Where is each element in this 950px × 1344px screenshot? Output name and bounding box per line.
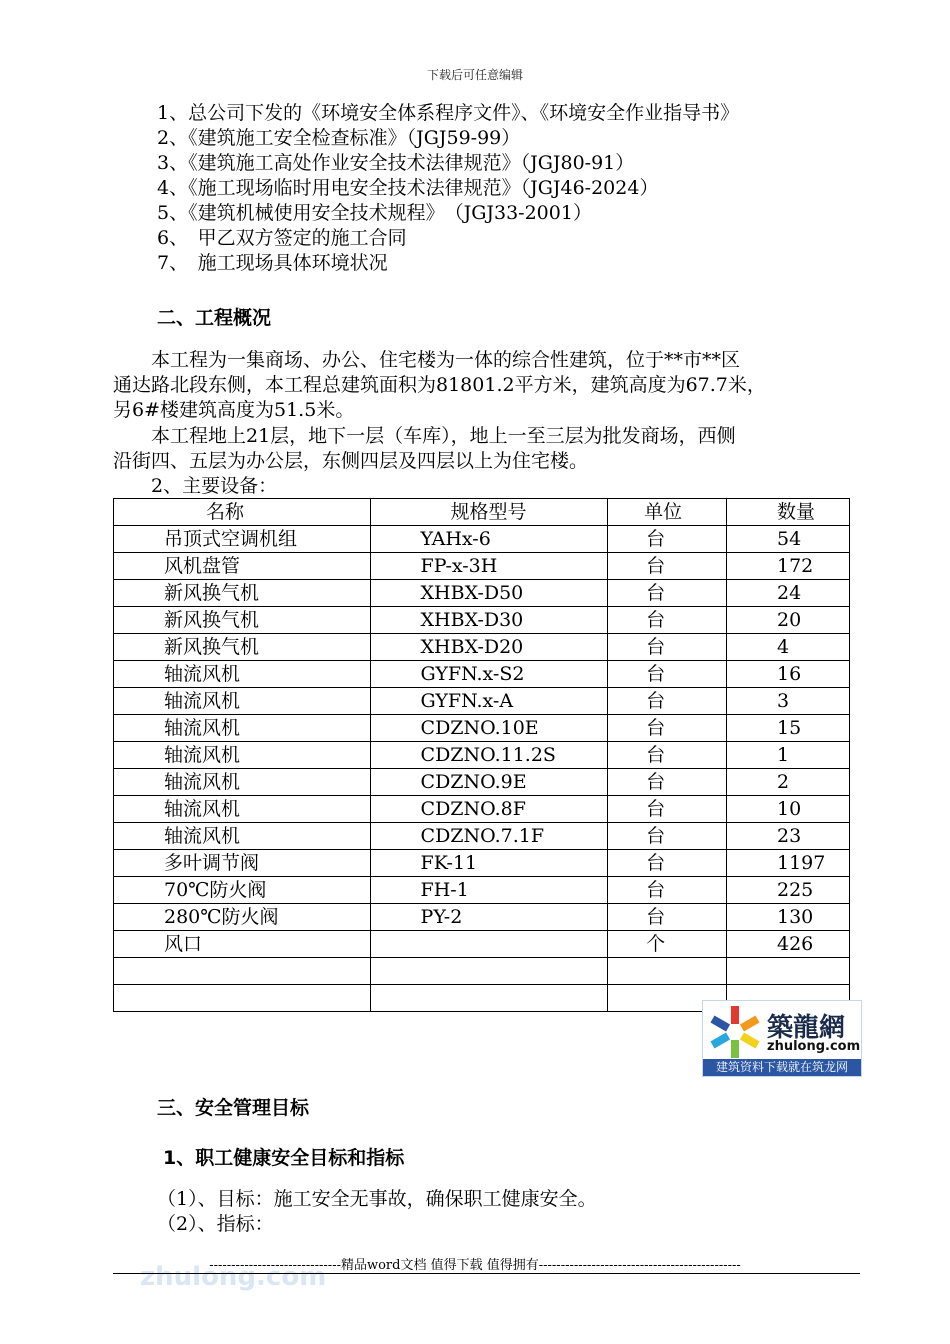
footer-text: ------------------------------精品word文档 值得下载 值得拥有---------------------------------------------- xyxy=(209,1258,741,1273)
cell-unit: 台 xyxy=(608,742,727,769)
logo-name: 築龍網 xyxy=(767,1013,846,1043)
cell-name: 风机盘管 xyxy=(114,553,371,580)
header-name: 名称 xyxy=(114,499,371,526)
table-row xyxy=(114,769,850,796)
cell-name: 280℃防火阀 xyxy=(114,904,371,931)
cell-quantity: 15 xyxy=(726,715,849,742)
cell-model: YAHx-6 xyxy=(370,526,608,553)
table-row xyxy=(114,877,850,904)
cell-model: GYFN.x-A xyxy=(370,688,608,715)
cell-model: GYFN.x-S2 xyxy=(370,661,608,688)
cell-model: CDZNO.10E xyxy=(370,715,608,742)
cell-name: 轴流风机 xyxy=(114,796,371,823)
header-quantity: 数量 xyxy=(726,499,849,526)
cell-name: 轴流风机 xyxy=(114,715,371,742)
cell-unit: 台 xyxy=(608,526,727,553)
cell-unit: 台 xyxy=(608,607,727,634)
table-header-row xyxy=(114,499,850,526)
cell-unit: 台 xyxy=(608,904,727,931)
basis-item: 3、《建筑施工高处作业安全技术法律规范》（JGJ80-91） xyxy=(157,152,635,174)
basis-item: 5、《建筑机械使用安全技术规程》 （JGJ33-2001） xyxy=(157,202,592,224)
cell-unit: 台 xyxy=(608,634,727,661)
table-row xyxy=(114,850,850,877)
cell-quantity xyxy=(726,958,849,985)
cell-unit: 台 xyxy=(608,850,727,877)
cell-name: 轴流风机 xyxy=(114,742,371,769)
cell-name xyxy=(114,958,371,985)
basis-item: 4、《施工现场临时用电安全技术法律规范》（JGJ46-2024） xyxy=(157,177,659,199)
cell-name: 多叶调节阀 xyxy=(114,850,371,877)
cell-model: CDZNO.7.1F xyxy=(370,823,608,850)
overview-line: 本工程为一集商场、办公、住宅楼为一体的综合性建筑，位于**市**区 xyxy=(113,349,741,371)
table-row xyxy=(114,688,850,715)
cell-model: CDZNO.9E xyxy=(370,769,608,796)
cell-quantity: 16 xyxy=(726,661,849,688)
footer-rule xyxy=(113,1273,860,1274)
cell-name: 新风换气机 xyxy=(114,634,371,661)
zhulong-logo xyxy=(702,1000,862,1077)
table-row xyxy=(114,661,850,688)
table-row xyxy=(114,904,850,931)
cell-model: XHBX-D30 xyxy=(370,607,608,634)
cell-unit: 台 xyxy=(608,769,727,796)
cell-unit: 台 xyxy=(608,580,727,607)
table-row xyxy=(114,796,850,823)
table-row xyxy=(114,742,850,769)
header-model: 规格型号 xyxy=(370,499,608,526)
table-row xyxy=(114,580,850,607)
cell-unit: 台 xyxy=(608,553,727,580)
cell-unit xyxy=(608,958,727,985)
target-line: （1）、目标：施工安全无事故，确保职工健康安全。 xyxy=(157,1188,597,1210)
cell-name: 轴流风机 xyxy=(114,769,371,796)
cell-unit: 台 xyxy=(608,661,727,688)
overview-line: 2、主要设备： xyxy=(113,475,278,497)
table-row xyxy=(114,715,850,742)
logo-banner: 建筑资料下载就在筑龙网 xyxy=(703,1059,861,1076)
cell-quantity: 225 xyxy=(726,877,849,904)
cell-model: CDZNO.11.2S xyxy=(370,742,608,769)
cell-quantity: 426 xyxy=(726,931,849,958)
cell-name: 风口 xyxy=(114,931,371,958)
cell-quantity: 20 xyxy=(726,607,849,634)
overview-line: 本工程地上21层，地下一层（车库），地上一至三层为批发商场，西侧 xyxy=(113,425,736,447)
cell-name: 吊顶式空调机组 xyxy=(114,526,371,553)
target-line: （2）、指标： xyxy=(157,1213,274,1235)
watermark: zhulong.com xyxy=(140,1262,327,1292)
cell-model: XHBX-D50 xyxy=(370,580,608,607)
header-note: 下载后可任意编辑 xyxy=(426,68,523,82)
basis-item: 1、总公司下发的《环境安全体系程序文件》、《环境安全作业指导书》 xyxy=(157,102,740,124)
cell-quantity: 54 xyxy=(726,526,849,553)
cell-model: CDZNO.8F xyxy=(370,796,608,823)
cell-quantity: 4 xyxy=(726,634,849,661)
cell-unit: 台 xyxy=(608,715,727,742)
cell-name: 新风换气机 xyxy=(114,607,371,634)
cell-quantity: 172 xyxy=(726,553,849,580)
snowflake-icon xyxy=(705,1003,765,1061)
overview-line: 通达路北段东侧，本工程总建筑面积为81801.2平方米，建筑高度为67.7米， xyxy=(113,374,766,396)
section-heading: 三、安全管理目标 xyxy=(157,1097,310,1119)
cell-model: PY-2 xyxy=(370,904,608,931)
cell-unit: 台 xyxy=(608,796,727,823)
cell-model xyxy=(370,985,608,1012)
cell-name xyxy=(114,985,371,1012)
equipment-table xyxy=(113,498,850,1012)
table-row xyxy=(114,553,850,580)
basis-item: 2、《建筑施工安全检查标准》（JGJ59-99） xyxy=(157,127,521,149)
cell-name: 轴流风机 xyxy=(114,661,371,688)
basis-item: 6、 甲乙双方签定的施工合同 xyxy=(157,227,407,249)
cell-model: FP-x-3H xyxy=(370,553,608,580)
cell-quantity: 130 xyxy=(726,904,849,931)
cell-name: 新风换气机 xyxy=(114,580,371,607)
cell-quantity: 10 xyxy=(726,796,849,823)
basis-item: 7、 施工现场具体环境状况 xyxy=(157,252,388,274)
table-row xyxy=(114,823,850,850)
cell-unit: 台 xyxy=(608,823,727,850)
table-row xyxy=(114,526,850,553)
cell-quantity: 24 xyxy=(726,580,849,607)
cell-quantity: 1 xyxy=(726,742,849,769)
overview-line: 沿街四、五层为办公层，东侧四层及四层以上为住宅楼。 xyxy=(113,450,589,472)
cell-quantity: 1197 xyxy=(726,850,849,877)
cell-name: 轴流风机 xyxy=(114,823,371,850)
cell-model: XHBX-D20 xyxy=(370,634,608,661)
subsection-heading: 1、职工健康安全目标和指标 xyxy=(163,1147,405,1169)
cell-model: FH-1 xyxy=(370,877,608,904)
section-heading: 二、工程概况 xyxy=(157,307,272,329)
cell-name: 轴流风机 xyxy=(114,688,371,715)
logo-url: zhulong.com xyxy=(767,1039,861,1054)
table-row xyxy=(114,931,850,958)
overview-line: 另6#楼建筑高度为51.5米。 xyxy=(113,399,355,421)
cell-unit: 台 xyxy=(608,877,727,904)
cell-quantity: 23 xyxy=(726,823,849,850)
table-row xyxy=(114,607,850,634)
table-row xyxy=(114,634,850,661)
cell-model xyxy=(370,931,608,958)
cell-quantity: 3 xyxy=(726,688,849,715)
table-row xyxy=(114,958,850,985)
cell-model xyxy=(370,958,608,985)
cell-unit: 台 xyxy=(608,688,727,715)
cell-name: 70℃防火阀 xyxy=(114,877,371,904)
cell-quantity: 2 xyxy=(726,769,849,796)
cell-unit: 个 xyxy=(608,931,727,958)
cell-model: FK-11 xyxy=(370,850,608,877)
header-unit: 单位 xyxy=(608,499,727,526)
